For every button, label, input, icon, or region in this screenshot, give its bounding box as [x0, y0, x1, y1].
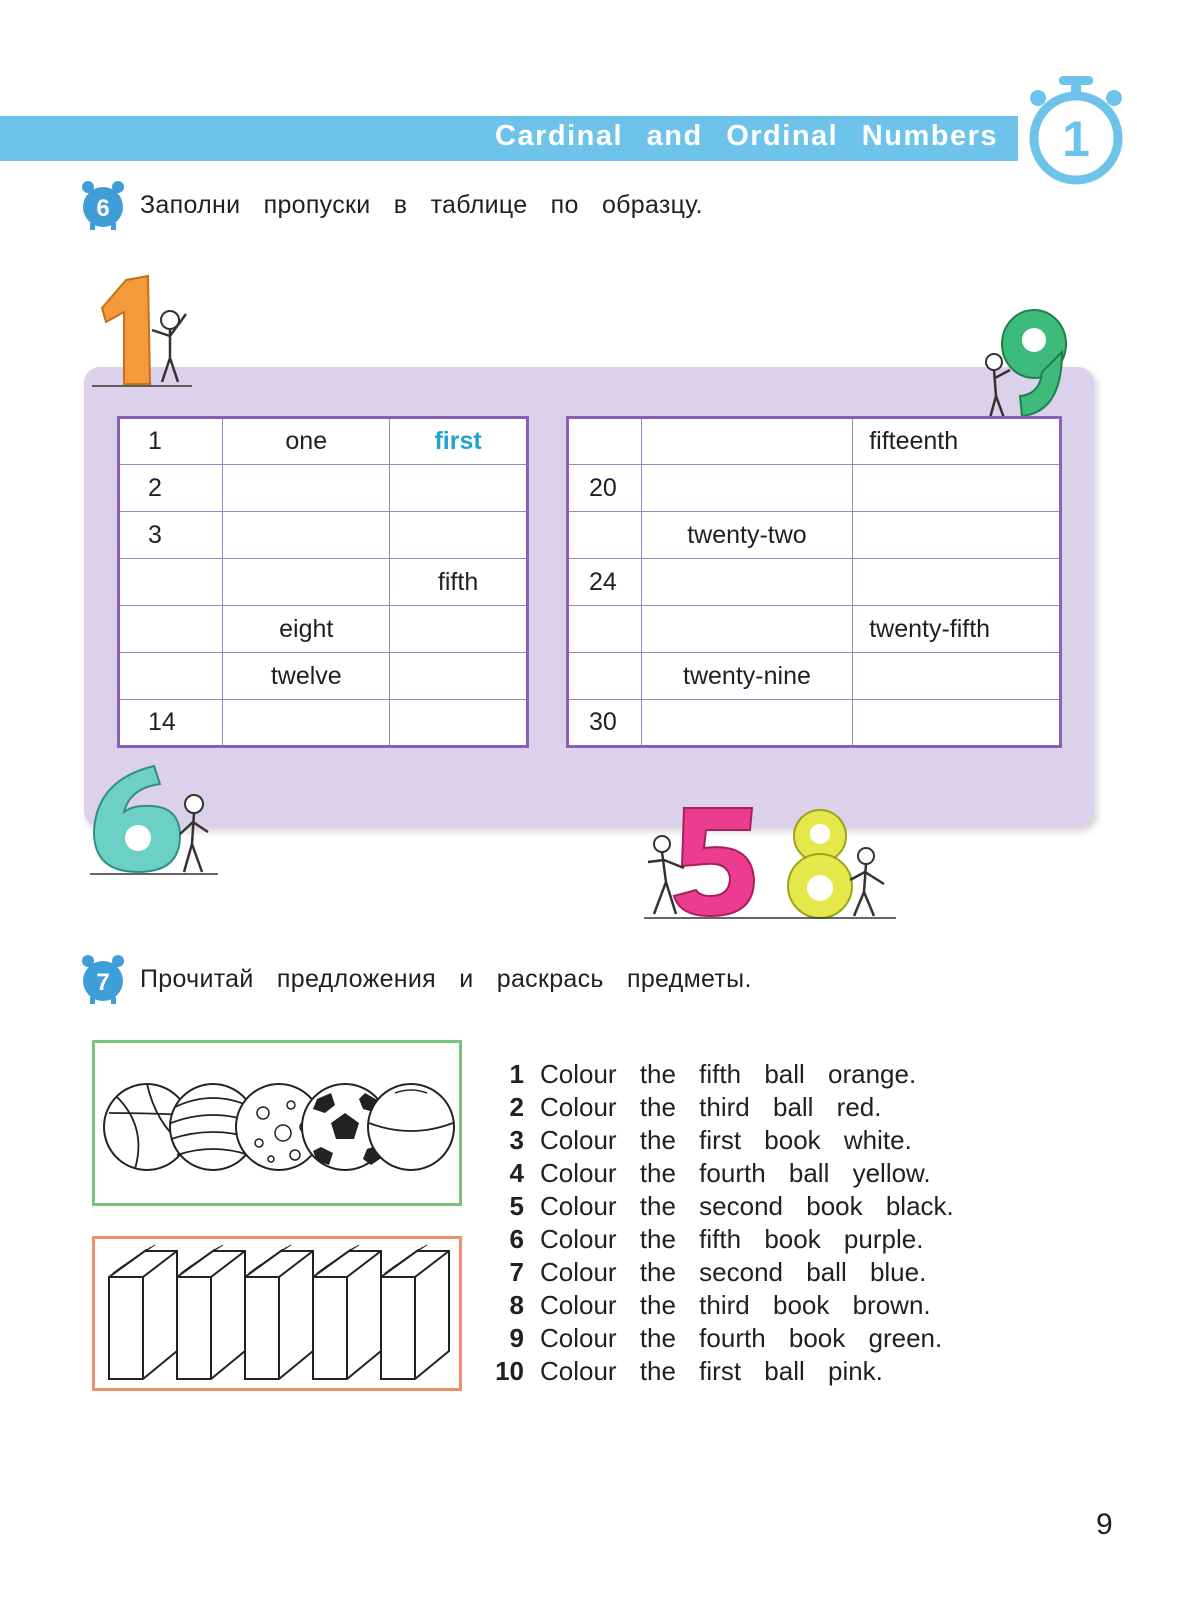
table-cell-number[interactable]: 14: [119, 700, 223, 747]
books-drawing: [95, 1239, 459, 1388]
table-cell-ordinal[interactable]: [853, 512, 1061, 559]
sentence-text: Colour the first ball pink.: [540, 1356, 883, 1386]
table-cell-ordinal[interactable]: [390, 700, 528, 747]
sentence-number: 8: [509, 1290, 524, 1320]
list-item: [488, 1223, 954, 1256]
ball-5-plain-ball[interactable]: [368, 1084, 454, 1170]
task-7-clock-icon: [80, 953, 126, 1005]
table-cell-ordinal[interactable]: [853, 653, 1061, 700]
table-row: [568, 559, 1061, 606]
list-item: [488, 1190, 954, 1223]
list-item: [488, 1091, 954, 1124]
book-3[interactable]: [245, 1245, 313, 1379]
list-item: [488, 1058, 954, 1091]
table-cell-cardinal[interactable]: [641, 418, 852, 465]
table-cell-number[interactable]: [568, 418, 642, 465]
table-cell-ordinal[interactable]: [853, 700, 1061, 747]
table-cell-ordinal[interactable]: twenty-fifth: [853, 606, 1061, 653]
balls-picture: [92, 1040, 462, 1206]
book-4[interactable]: [313, 1245, 381, 1379]
table-cell-ordinal[interactable]: [390, 512, 528, 559]
table-cell-ordinal[interactable]: [390, 653, 528, 700]
sentence-number: 9: [509, 1323, 524, 1353]
table-cell-number[interactable]: 3: [119, 512, 223, 559]
table-row: [568, 700, 1061, 747]
table-row: [568, 512, 1061, 559]
green-nine-figure-icon: [976, 300, 1086, 430]
page-number: 9: [1096, 1508, 1113, 1541]
table-cell-number[interactable]: [119, 559, 223, 606]
table-cell-cardinal[interactable]: [223, 465, 390, 512]
book-2[interactable]: [177, 1245, 245, 1379]
cardinal-ordinal-table-right: [566, 416, 1062, 748]
table-row: [119, 465, 528, 512]
table-cell-cardinal[interactable]: [641, 465, 852, 512]
sentence-text: Colour the fourth ball yellow.: [540, 1158, 931, 1188]
table-row: [568, 418, 1061, 465]
task-6-instruction: Заполни пропуски в таблице по образцу.: [140, 190, 703, 219]
sentence-text: Colour the fourth book green.: [540, 1323, 943, 1353]
sentence-text: Colour the first book white.: [540, 1125, 912, 1155]
sentence-text: Colour the third ball red.: [540, 1092, 882, 1122]
table-cell-number[interactable]: [119, 653, 223, 700]
sentence-number: 7: [509, 1257, 524, 1287]
task-7-heading: [80, 954, 752, 1004]
sentence-number: 10: [495, 1356, 524, 1386]
table-cell-number[interactable]: [568, 653, 642, 700]
table-row: [119, 700, 528, 747]
table-cell-cardinal[interactable]: [223, 700, 390, 747]
table-cell-cardinal[interactable]: [641, 606, 852, 653]
list-item: [488, 1157, 954, 1190]
table-cell-cardinal[interactable]: [641, 559, 852, 606]
table-cell-number[interactable]: [568, 512, 642, 559]
list-item: [488, 1322, 954, 1355]
table-row: [119, 653, 528, 700]
list-item: [488, 1355, 954, 1388]
sentence-number: 1: [509, 1059, 524, 1089]
table-cell-cardinal[interactable]: [223, 512, 390, 559]
task-7-number: 7: [96, 969, 110, 996]
table-row: [119, 418, 528, 465]
unit-number: 1: [1062, 111, 1090, 167]
books-picture: [92, 1236, 462, 1391]
book-1[interactable]: [109, 1245, 177, 1379]
table-cell-cardinal[interactable]: [641, 700, 852, 747]
table-cell-number[interactable]: 30: [568, 700, 642, 747]
table-cell-cardinal[interactable]: twelve: [223, 653, 390, 700]
task-6-clock-icon: [80, 179, 126, 231]
unit-stopwatch-icon: [1018, 66, 1130, 190]
teal-six-figure-icon: [84, 760, 224, 880]
table-cell-cardinal[interactable]: eight: [223, 606, 390, 653]
colouring-sentences-list: [488, 1058, 954, 1388]
sentence-text: Colour the second book black.: [540, 1191, 954, 1221]
sentence-text: Colour the second ball blue.: [540, 1257, 927, 1287]
table-cell-ordinal[interactable]: [390, 606, 528, 653]
pink-five-yellow-eight-figures-icon: [640, 800, 900, 924]
list-item: [488, 1124, 954, 1157]
task-7-instruction: Прочитай предложения и раскрась предметы.: [140, 964, 752, 993]
sentence-number: 4: [509, 1158, 524, 1188]
table-cell-ordinal[interactable]: fifteenth: [853, 418, 1061, 465]
sentence-text: Colour the third book brown.: [540, 1290, 931, 1320]
table-row: [568, 465, 1061, 512]
table-row: [568, 653, 1061, 700]
table-cell-cardinal[interactable]: one: [223, 418, 390, 465]
table-row: [119, 512, 528, 559]
sentence-number: 6: [509, 1224, 524, 1254]
table-cell-number[interactable]: [568, 606, 642, 653]
table-cell-ordinal[interactable]: [853, 559, 1061, 606]
table-cell-number[interactable]: 24: [568, 559, 642, 606]
sentence-text: Colour the fifth book purple.: [540, 1224, 924, 1254]
table-cell-cardinal[interactable]: [223, 559, 390, 606]
cardinal-ordinal-table-left: [117, 416, 529, 748]
table-cell-number[interactable]: 20: [568, 465, 642, 512]
sentence-text: Colour the fifth ball orange.: [540, 1059, 917, 1089]
table-cell-ordinal[interactable]: [853, 465, 1061, 512]
table-cell-ordinal[interactable]: [390, 465, 528, 512]
table-cell-cardinal[interactable]: twenty-two: [641, 512, 852, 559]
table-row: [119, 559, 528, 606]
page-title: Cardinal and Ordinal Numbers: [495, 120, 998, 152]
table-cell-cardinal[interactable]: twenty-nine: [641, 653, 852, 700]
balls-drawing: [95, 1043, 459, 1203]
task-6-heading: [80, 180, 703, 230]
sentence-number: 3: [509, 1125, 524, 1155]
task-6-number: 6: [96, 195, 110, 222]
table-cell-number[interactable]: [119, 606, 223, 653]
orange-one-figure-icon: [86, 272, 196, 392]
table-row: [568, 606, 1061, 653]
sentence-number: 5: [509, 1191, 524, 1221]
table-cell-ordinal[interactable]: fifth: [390, 559, 528, 606]
table-cell-number[interactable]: 2: [119, 465, 223, 512]
header-band: [0, 116, 1018, 161]
list-item: [488, 1289, 954, 1322]
list-item: [488, 1256, 954, 1289]
sentence-number: 2: [509, 1092, 524, 1122]
table-row: [119, 606, 528, 653]
table-cell-ordinal[interactable]: first: [390, 418, 528, 465]
table-cell-number[interactable]: 1: [119, 418, 223, 465]
book-5[interactable]: [381, 1245, 449, 1379]
